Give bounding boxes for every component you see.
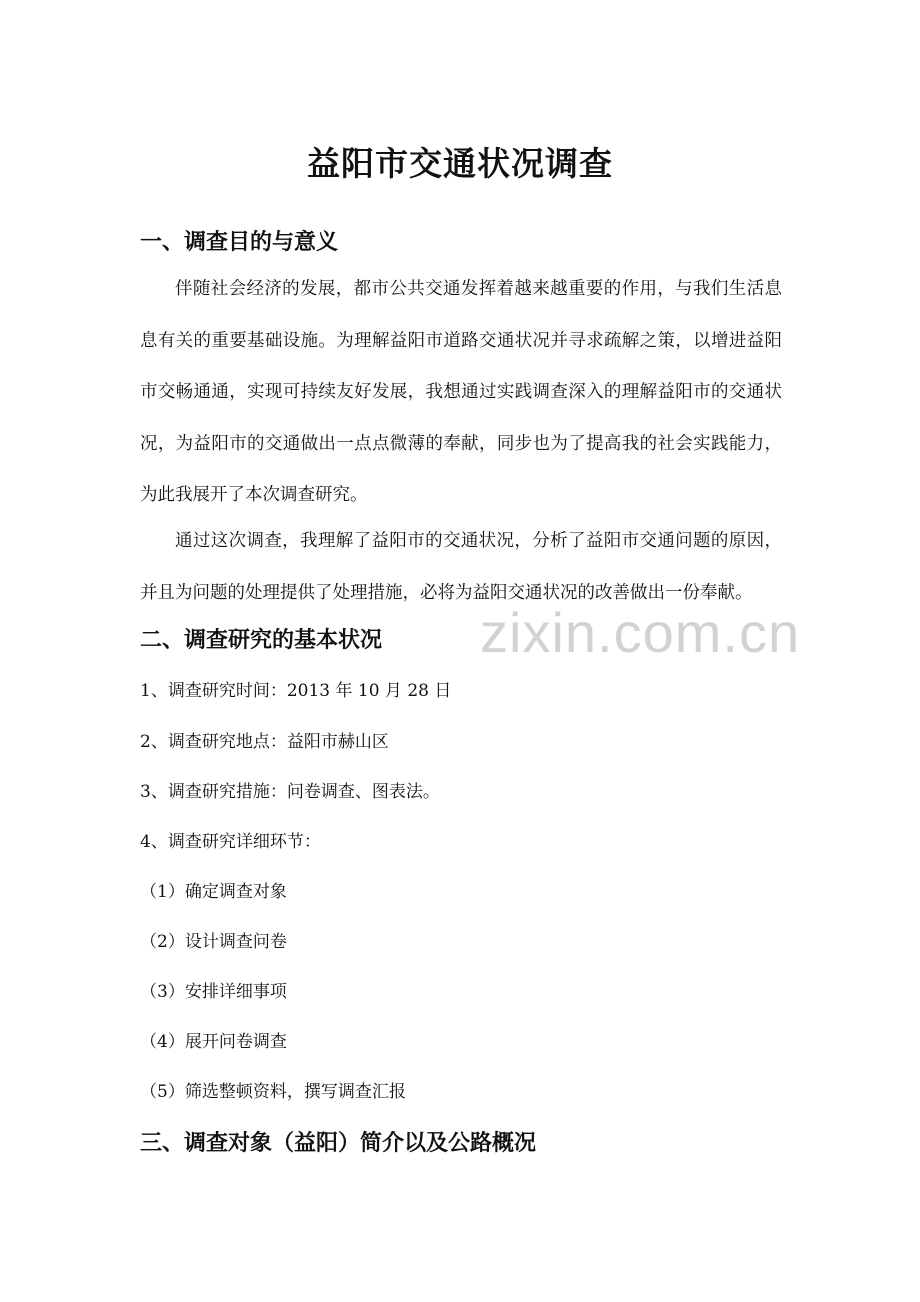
step-item: （1）确定调查对象 — [140, 882, 287, 902]
basic-item-steps-heading: 4、调查研究详细环节： — [140, 832, 321, 852]
section-heading-basic: 二、调查研究的基本状况 — [140, 627, 383, 653]
basic-item-location: 2、调查研究地点：益阳市赫山区 — [140, 732, 389, 752]
basic-item-methods: 3、调查研究措施：问卷调查、图表法。 — [140, 782, 440, 802]
watermark: zixin.com.cn — [480, 601, 801, 664]
step-item: （4）展开问卷调查 — [140, 1032, 287, 1052]
document-title: 益阳市交通状况调查 — [307, 144, 613, 183]
section-heading-overview: 三、调查对象（益阳）简介以及公路概况 — [140, 1130, 537, 1156]
section-heading-purpose: 一、调查目的与意义 — [140, 229, 339, 255]
step-item: （3）安排详细事项 — [140, 982, 287, 1002]
basic-item-time: 1、调查研究时间：2013 年 10 月 28 日 — [140, 681, 452, 701]
step-item: （5）筛选整顿资料，撰写调查汇报 — [140, 1082, 406, 1102]
paragraph-purpose: 伴随社会经济的发展，都市公共交通发挥着越来越重要的作用，与我们生活息息有关的重要基础设施。为理解益阳市道路交通状况并寻求疏解之策，以增进益阳市交畅通通，实现可持续友好发展，我想通过实践调查深入的理解益阳市的交通状况，为益阳市的交通做出一点点微薄的奉献，同步也为了提高我的社会实践能力，为此我展开了本次调查研究。 — [140, 279, 782, 505]
step-item: （2）设计调查问卷 — [140, 932, 287, 952]
paragraph-summary: 通过这次调查，我理解了益阳市的交通状况，分析了益阳市交通问题的原因，并且为问题的处理提供了处理措施，必将为益阳交通状况的改善做出一份奉献。 — [140, 531, 782, 603]
